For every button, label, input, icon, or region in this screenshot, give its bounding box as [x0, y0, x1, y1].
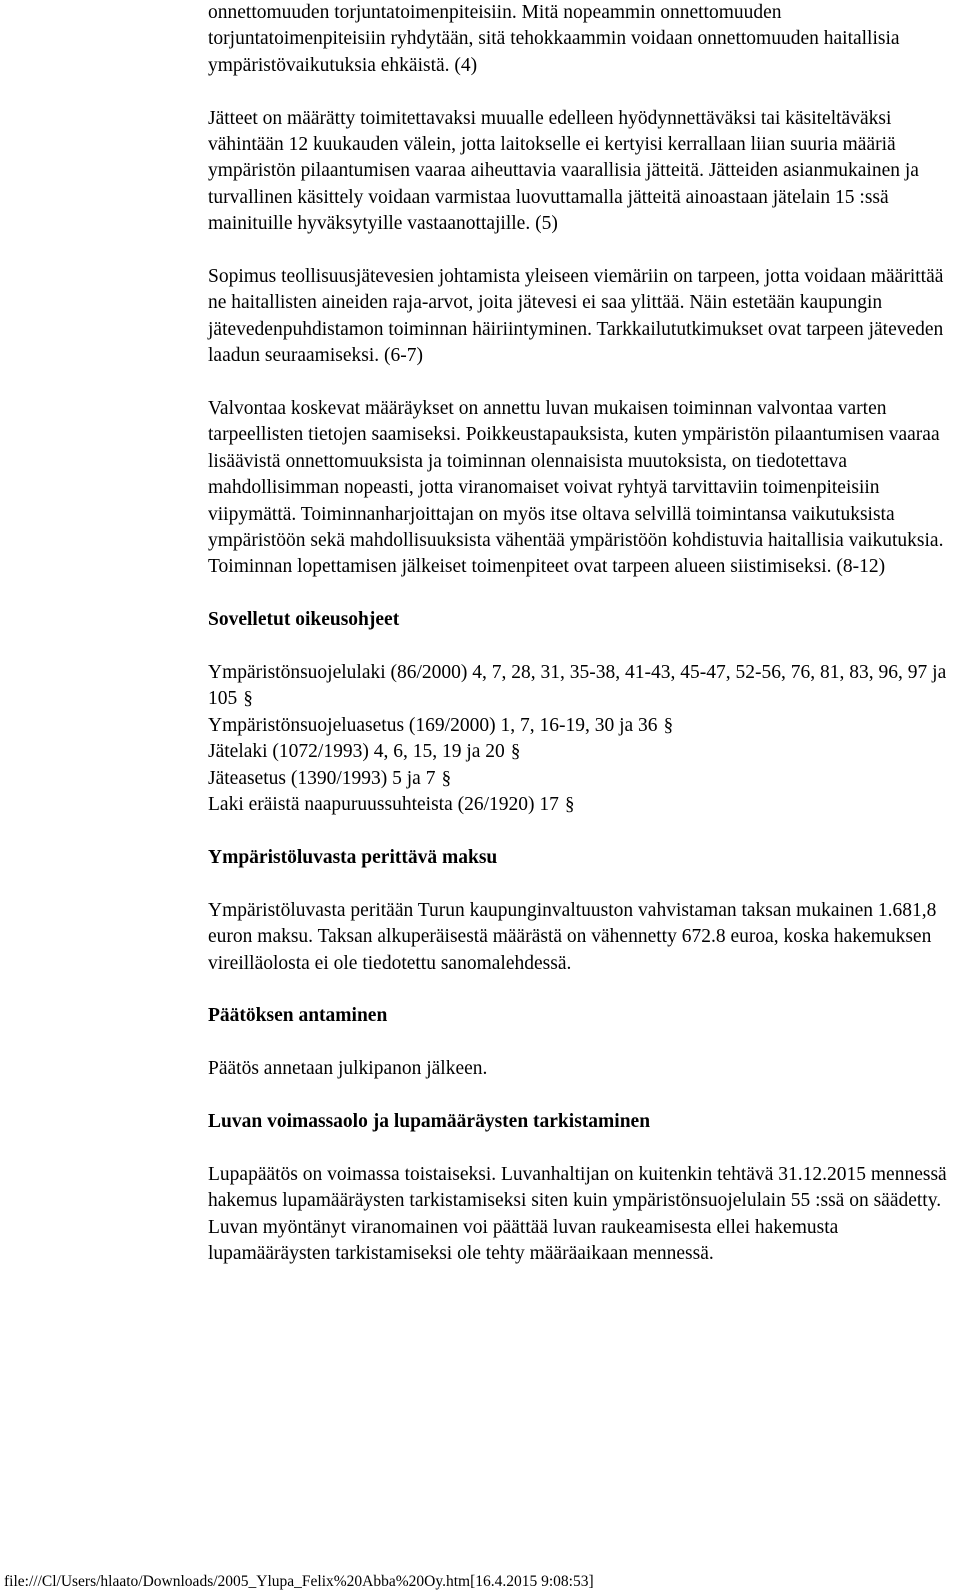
- section-symbol: §: [441, 767, 452, 789]
- heading-fee: Ympäristöluvasta perittävä maksu: [208, 846, 498, 868]
- paragraph-fee: Ympäristöluvasta peritään Turun kaupunginvaltuuston vahvistaman taksan mukainen 1.681,8 euron maksu. Taksan alkuperäisestä määrästä on vähennetty 672.8 euroa, koska hakemuksen vireilläolosta ei ole tiedotettu sanomalehdessä.: [208, 899, 937, 974]
- law-item: Ympäristönsuojeluasetus (169/2000) 1, 7, 16-19, 30 ja 36 §: [208, 713, 953, 739]
- paragraph-waste: Jätteet on määrätty toimitettavaksi muualle edelleen hyödynnettäväksi tai käsiteltäväksi vähintään 12 kuukauden välein, jotta laitokselle ei kertyisi kerrallaan liian suuria määriä ympäristön pilaantumisen vaaraa aiheuttavia vaarallisia jätteitä. Jätteiden asianmukainen ja turvallinen käsittely voidaan varmistaa luovuttamalla jätteitä ainoastaan jätelain 15 :ssä mainituille hyväksytyille vastaanottajille. (5): [208, 107, 919, 235]
- section-symbol: §: [565, 794, 575, 816]
- law-item: Laki eräistä naapuruussuhteista (26/1920) 17 §: [208, 792, 953, 818]
- paragraph-decision: Päätös annetaan julkipanon jälkeen.: [208, 1058, 488, 1080]
- paragraph-accident-prevention: onnettomuuden torjuntatoimenpiteisiin. Mitä nopeammin onnettomuuden torjuntatoimenpiteisiin ryhdytään, sitä tehokkaammin voidaan onnettomuuden haitallisia ympäristövaikutuksia ehkäistä. (4): [208, 2, 900, 76]
- section-symbol: §: [510, 741, 521, 763]
- heading-applied-law: Sovelletut oikeusohjeet: [208, 609, 400, 631]
- heading-validity: Luvan voimassaolo ja lupamääräysten tarkistaminen: [208, 1110, 651, 1132]
- heading-decision: Päätöksen antaminen: [208, 1005, 388, 1027]
- law-item: Jäteasetus (1390/1993) 5 ja 7 §: [208, 766, 953, 792]
- law-item: Jätelaki (1072/1993) 4, 6, 15, 19 ja 20 §: [208, 739, 953, 765]
- page-source-footer: file:///Cl/Users/hlaato/Downloads/2005_Ylupa_Felix%20Abba%20Oy.htm[16.4.2015 9:08:53]: [4, 1573, 594, 1590]
- paragraph-supervision: Valvontaa koskevat määräykset on annettu luvan mukaisen toiminnan valvontaa varten tarpeellisten tietojen saamiseksi. Poikkeustapauksista, kuten ympäristön pilaantumisen vaaraa lisäävistä onnettomuuksista ja toiminnan olennaisista muutoksista, on tiedotettava mahdollisimman nopeasti, jotta viranomaiset voivat ryhtyä tarvittaviin toimenpiteisiin viipymättä. Toiminnanharjoittajan on myös itse oltava selvillä toimintansa vaikutuksista ympäristöön sekä mahdollisuuksista vähentää ympäristöön kohdistuvia haitallisia vaikutuksia. Toiminnan lopettamisen jälkeiset toimenpiteet ovat tarpeen alueen siistimiseksi. (8-12): [208, 398, 944, 578]
- document-body: [208, 0, 953, 1294]
- section-symbol: §: [663, 714, 674, 736]
- paragraph-validity: Lupapäätös on voimassa toistaiseksi. Luvanhaltijan on kuitenkin tehtävä 31.12.2015 mennessä hakemus lupamääräysten tarkistamiseksi siten kuin ympäristönsuojelulain 55 :ssä on säädetty. Luvan myöntänyt viranomainen voi päättää luvan raukeamisesta ellei hakemusta lupamääräysten tarkistamiseksi ole tehty määräaikaan mennessä.: [208, 1163, 947, 1264]
- section-symbol: §: [243, 688, 253, 710]
- paragraph-sewer-agreement: Sopimus teollisuusjätevesien johtamista yleiseen viemäriin on tarpeen, jotta voidaan määrittää ne haitallisten aineiden raja-arvot, joita jätevesi ei saa ylittää. Näin estetään kaupungin jätevedenpuhdistamon toiminnan häiriintyminen. Tarkkailututkimukset ovat tarpeen jäteveden laadun seuraamiseksi. (6-7): [208, 266, 944, 367]
- applied-law-list: [208, 660, 953, 818]
- law-item: Ympäristönsuojelulaki (86/2000) 4, 7, 28, 31, 35-38, 41-43, 45-47, 52-56, 76, 81, 83, 96, 97 ja 105 §: [208, 660, 953, 713]
